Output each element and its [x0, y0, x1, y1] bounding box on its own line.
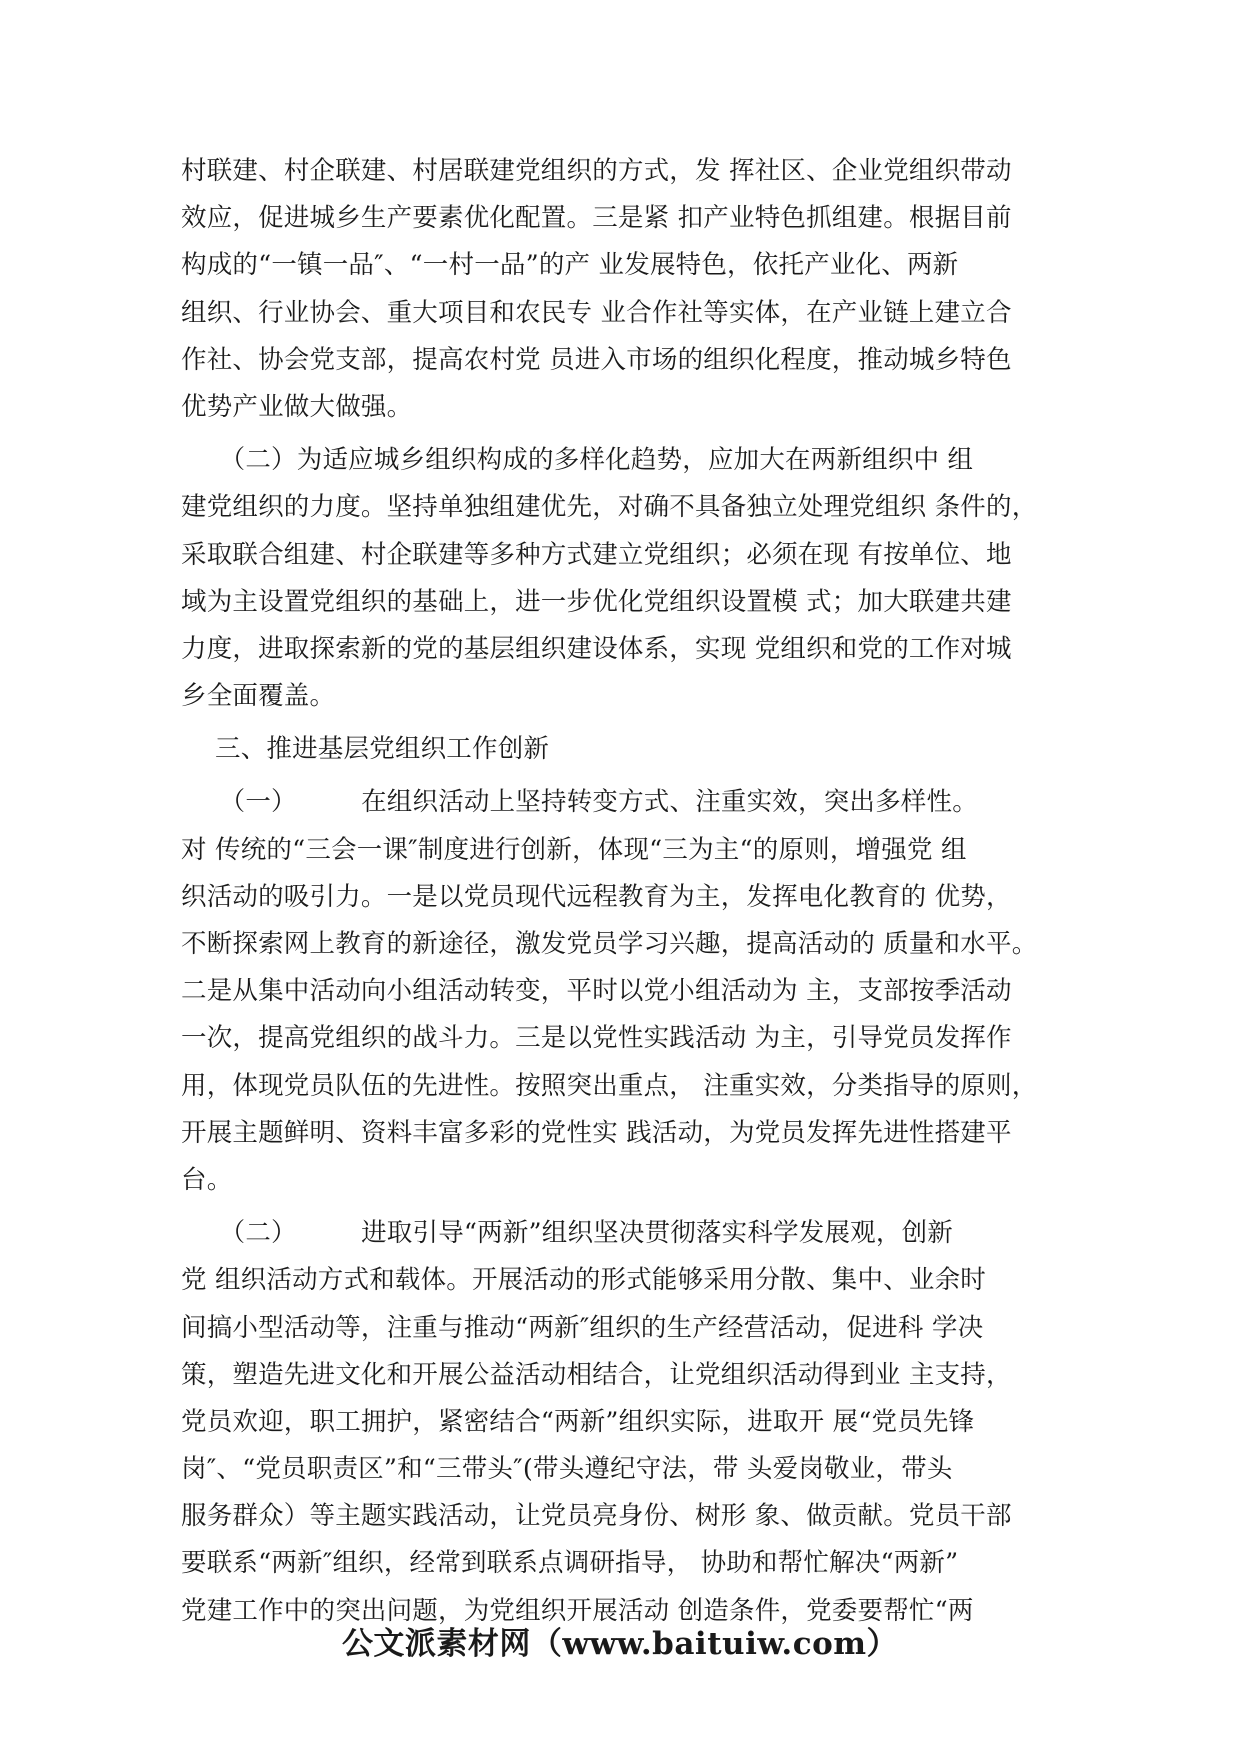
text-line: （二）为适应城乡组织构成的多样化趋势，应加大在两新组织中 组: [181, 445, 974, 476]
text-line: 台。: [181, 1164, 233, 1195]
text-line: 要联系“两新″组织，经常到联系点调研指导， 协助和帮忙解决“两新”: [181, 1548, 959, 1579]
text-line: 乡全面覆盖。: [181, 681, 336, 712]
text-line: 用，体现党员队伍的先进性。按照突出重点， 注重实效，分类指导的原则，: [181, 1070, 1038, 1101]
text-line: 组织、行业协会、重大项目和农民专 业合作社等实体，在产业链上建立合: [181, 297, 1012, 328]
document-body: [181, 148, 1061, 1635]
paragraph-section-three-2: [181, 1210, 1061, 1635]
text-line: 村联建、村企联建、村居联建党组织的方式，发 挥社区、企业党组织带动: [181, 156, 1012, 186]
text-line: （一） 在组织活动上坚持转变方式、注重实效，突出多样性。: [181, 787, 978, 818]
text-line: 开展主题鲜明、资料丰富多彩的党性实 践活动，为党员发挥先进性搭建平: [181, 1117, 1012, 1148]
text-line: 服务群众）等主题实践活动，让党员亮身份、树形 象、做贡献。党员干部: [181, 1501, 1012, 1532]
text-line: 力度，进取探索新的党的基层组织建设体系，实现 党组织和党的工作对城: [181, 633, 1012, 664]
text-line: 域为主设置党组织的基础上，进一步优化党组织设置模 式；加大联建共建: [181, 586, 1012, 617]
paragraph-section-three-1: [181, 779, 1061, 1204]
footer-watermark: 公文派素材网（www.baituiw.com）: [341, 1626, 899, 1662]
text-line: 作社、协会党支部，提高农村党 员进入市场的组织化程度，推动城乡特色: [181, 344, 1012, 375]
text-line: 策，塑造先进文化和开展公益活动相结合，让党组织活动得到业 主支持，: [181, 1359, 1012, 1390]
text-line: 一次，提高党组织的战斗力。三是以党性实践活动 为主，引导党员发挥作: [181, 1023, 1012, 1054]
text-line: 构成的“一镇一品″、“一村一品”的产 业发展特色，依托产业化、两新: [181, 250, 959, 281]
text-line: 党 组织活动方式和载体。开展活动的形式能够采用分散、集中、业余时: [181, 1265, 987, 1296]
text-line: 间搞小型活动等，注重与推动“两新″组织的生产经营活动，促进科 学决: [181, 1312, 984, 1343]
section-three-heading: [181, 726, 1061, 773]
text-line: 岗″、“党员职责区”和“三带头″(带头遵纪守法，带 头爱岗敬业，带头: [181, 1454, 953, 1485]
text-line: 建党组织的力度。坚持单独组建优先，对确不具备独立处理党组织 条件的，: [181, 492, 1038, 523]
text-line: 织活动的吸引力。一是以党员现代远程教育为主，发挥电化教育的 优势，: [181, 881, 1012, 912]
text-line: 不断探索网上教育的新途径，激发党员学习兴趣，提高活动的 质量和水平。: [181, 929, 1038, 959]
text-line: 三、推进基层党组织工作创新: [181, 734, 550, 765]
paragraph-continued: [181, 148, 1061, 431]
text-line: 党员欢迎，职工拥护，紧密结合“两新”组织实际，进取开 展“党员先锋: [181, 1406, 975, 1437]
text-line: 效应，促进城乡生产要素优化配置。三是紧 扣产业特色抓组建。根据目前: [181, 203, 1012, 234]
text-line: 二是从集中活动向小组活动转变，平时以党小组活动为 主，支部按季活动: [181, 976, 1012, 1007]
text-line: 对 传统的“三会一课″制度进行创新，体现“三为主“的原则，增强党 组: [181, 834, 967, 865]
text-line: （二） 进取引导“两新”组织坚决贯彻落实科学发展观，创新: [181, 1218, 953, 1249]
text-line: 采取联合组建、村企联建等多种方式建立党组织；必须在现 有按单位、地: [181, 539, 1012, 570]
text-line: 优势产业做大做强。: [181, 391, 413, 422]
text-line: 党建工作中的突出问题，为党组织开展活动 创造条件，党委要帮忙“两: [181, 1595, 974, 1626]
paragraph-section-two-2: [181, 437, 1061, 720]
